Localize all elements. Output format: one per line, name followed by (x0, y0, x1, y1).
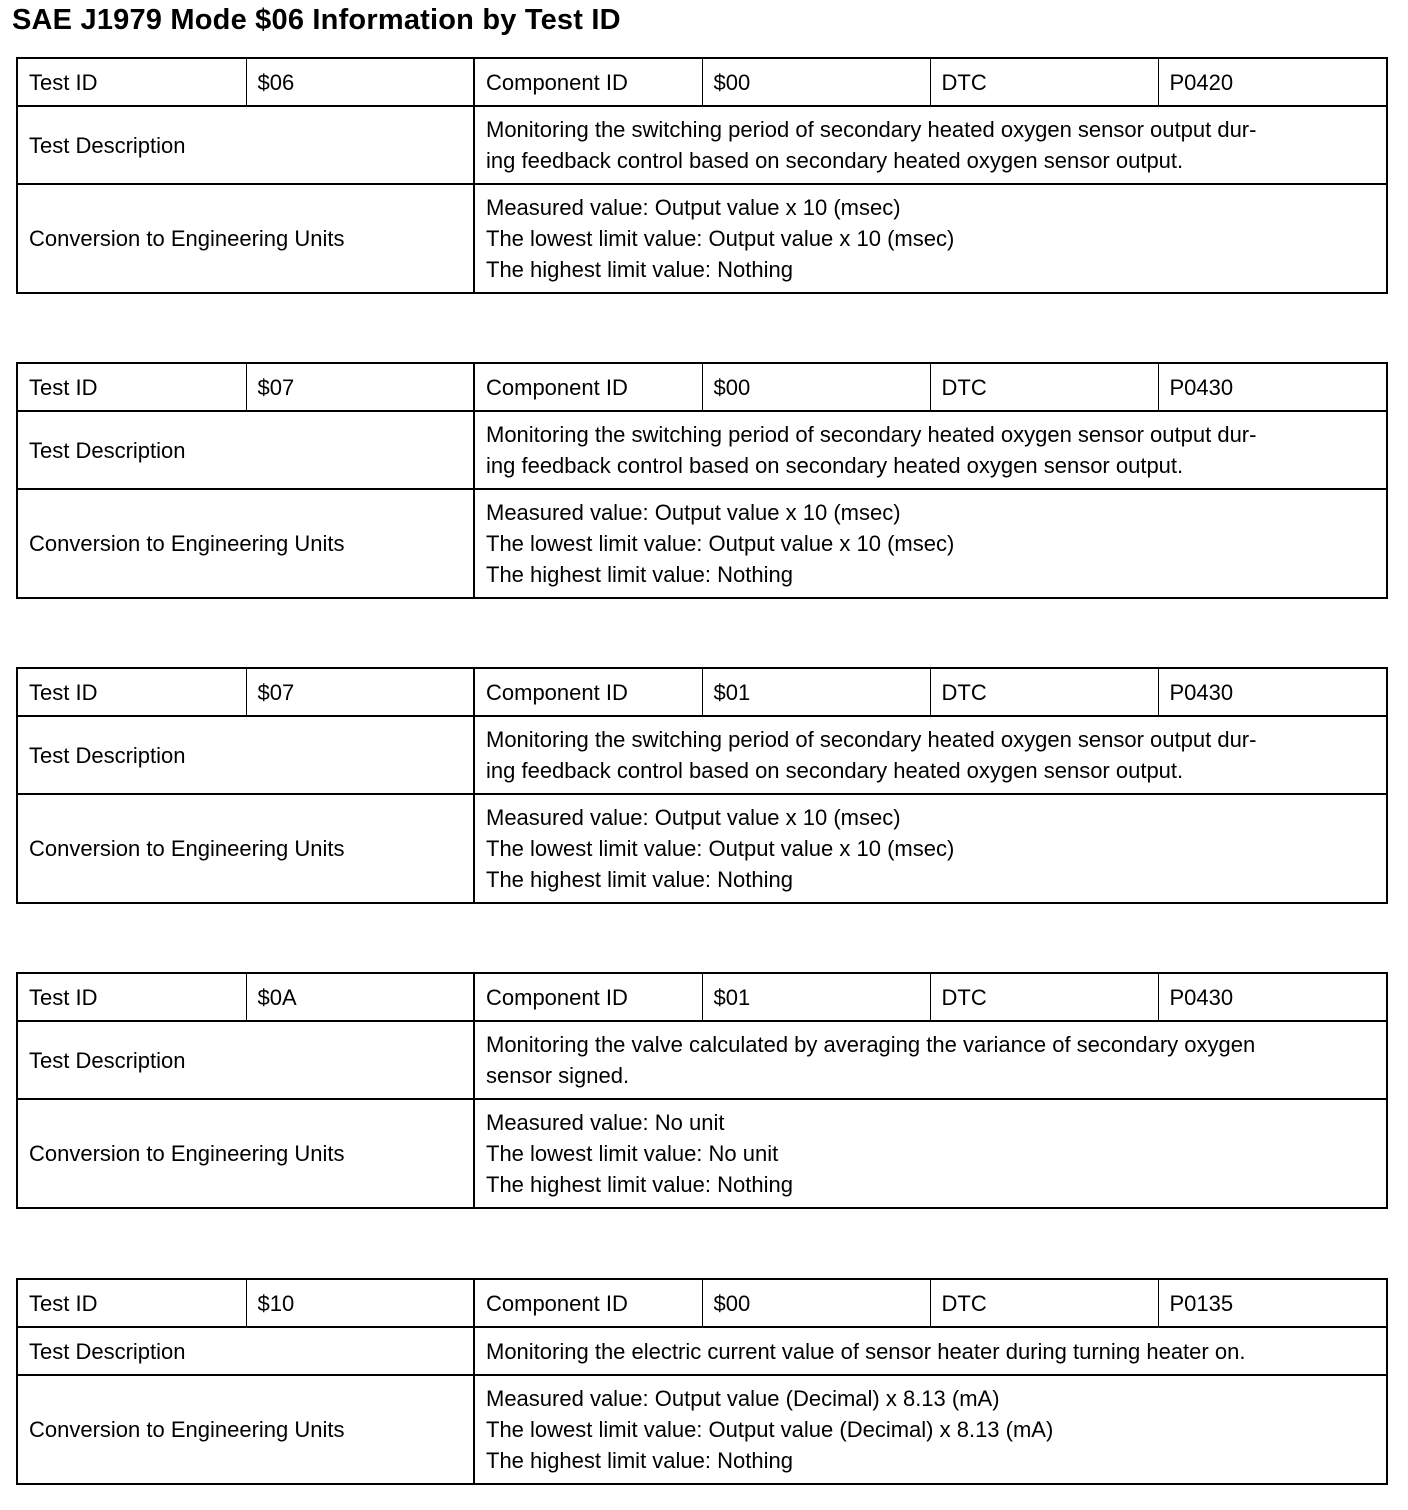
component-id-value: $00 (702, 363, 930, 411)
test-id-table (16, 57, 1388, 294)
description-line: Monitoring the switching period of secondary heated oxygen sensor output dur- (486, 422, 1257, 447)
test-id-value: $07 (246, 363, 474, 411)
description-line: Monitoring the valve calculated by averaging the variance of secondary oxygen (486, 1032, 1256, 1057)
dtc-label: DTC (930, 58, 1158, 106)
test-description-label: Test Description (17, 716, 474, 794)
component-id-value: $00 (702, 58, 930, 106)
test-description-label: Test Description (17, 106, 474, 184)
header-row (17, 58, 1387, 106)
test-description-value (474, 1327, 1387, 1375)
description-line: Monitoring the switching period of secondary heated oxygen sensor output dur- (486, 727, 1257, 752)
test-id-label: Test ID (17, 668, 246, 716)
conversion-value (474, 794, 1387, 903)
test-id-value: $07 (246, 668, 474, 716)
dtc-value: P0430 (1158, 973, 1387, 1021)
conversion-row (17, 1099, 1387, 1208)
component-id-value: $01 (702, 668, 930, 716)
conversion-label: Conversion to Engineering Units (17, 1375, 474, 1484)
description-line: sensor signed. (486, 1063, 630, 1088)
component-id-label: Component ID (474, 1279, 702, 1327)
conversion-line: The lowest limit value: Output value (Decimal) x 8.13 (mA) (486, 1417, 1054, 1442)
test-description-label: Test Description (17, 1327, 474, 1375)
test-description-value (474, 411, 1387, 489)
conversion-line: The highest limit value: Nothing (486, 1172, 793, 1197)
header-row (17, 363, 1387, 411)
conversion-label: Conversion to Engineering Units (17, 489, 474, 598)
conversion-row (17, 489, 1387, 598)
test-description-value (474, 716, 1387, 794)
conversion-value (474, 1099, 1387, 1208)
description-row (17, 106, 1387, 184)
conversion-line: The highest limit value: Nothing (486, 562, 793, 587)
conversion-line: The highest limit value: Nothing (486, 1448, 793, 1473)
dtc-label: DTC (930, 973, 1158, 1021)
conversion-line: Measured value: Output value (Decimal) x 8.13 (mA) (486, 1386, 1000, 1411)
dtc-value: P0430 (1158, 668, 1387, 716)
test-id-label: Test ID (17, 58, 246, 106)
header-row (17, 668, 1387, 716)
test-id-value: $0A (246, 973, 474, 1021)
test-id-value: $10 (246, 1279, 474, 1327)
conversion-line: Measured value: Output value x 10 (msec) (486, 195, 901, 220)
conversion-value (474, 1375, 1387, 1484)
test-id-table (16, 972, 1388, 1209)
dtc-label: DTC (930, 668, 1158, 716)
page-title: SAE J1979 Mode $06 Information by Test ID (12, 4, 621, 36)
description-line: ing feedback control based on secondary heated oxygen sensor output. (486, 758, 1184, 783)
component-id-value: $00 (702, 1279, 930, 1327)
component-id-label: Component ID (474, 363, 702, 411)
test-id-value: $06 (246, 58, 474, 106)
description-line: Monitoring the electric current value of sensor heater during turning heater on. (486, 1338, 1246, 1364)
conversion-line: Measured value: Output value x 10 (msec) (486, 805, 901, 830)
description-row (17, 411, 1387, 489)
description-line: ing feedback control based on secondary heated oxygen sensor output. (486, 453, 1184, 478)
conversion-line: The lowest limit value: Output value x 10 (msec) (486, 531, 955, 556)
test-id-table (16, 362, 1388, 599)
component-id-label: Component ID (474, 973, 702, 1021)
dtc-value: P0135 (1158, 1279, 1387, 1327)
conversion-row (17, 794, 1387, 903)
description-line: ing feedback control based on secondary heated oxygen sensor output. (486, 148, 1184, 173)
conversion-value (474, 184, 1387, 293)
dtc-value: P0420 (1158, 58, 1387, 106)
conversion-row (17, 1375, 1387, 1484)
test-description-value (474, 1021, 1387, 1099)
description-row (17, 716, 1387, 794)
conversion-line: The highest limit value: Nothing (486, 867, 793, 892)
conversion-label: Conversion to Engineering Units (17, 794, 474, 903)
description-row (17, 1327, 1387, 1375)
test-description-label: Test Description (17, 411, 474, 489)
conversion-line: The lowest limit value: Output value x 10 (msec) (486, 836, 955, 861)
conversion-line: Measured value: No unit (486, 1110, 725, 1135)
conversion-row (17, 184, 1387, 293)
test-id-label: Test ID (17, 1279, 246, 1327)
conversion-line: The highest limit value: Nothing (486, 257, 793, 282)
test-id-label: Test ID (17, 973, 246, 1021)
component-id-label: Component ID (474, 58, 702, 106)
conversion-label: Conversion to Engineering Units (17, 1099, 474, 1208)
conversion-label: Conversion to Engineering Units (17, 184, 474, 293)
dtc-label: DTC (930, 363, 1158, 411)
test-description-value (474, 106, 1387, 184)
conversion-line: Measured value: Output value x 10 (msec) (486, 500, 901, 525)
test-id-label: Test ID (17, 363, 246, 411)
test-description-label: Test Description (17, 1021, 474, 1099)
conversion-line: The lowest limit value: Output value x 10 (msec) (486, 226, 955, 251)
conversion-value (474, 489, 1387, 598)
dtc-label: DTC (930, 1279, 1158, 1327)
component-id-value: $01 (702, 973, 930, 1021)
description-row (17, 1021, 1387, 1099)
description-line: Monitoring the switching period of secondary heated oxygen sensor output dur- (486, 117, 1257, 142)
header-row (17, 973, 1387, 1021)
component-id-label: Component ID (474, 668, 702, 716)
conversion-line: The lowest limit value: No unit (486, 1141, 779, 1166)
dtc-value: P0430 (1158, 363, 1387, 411)
test-id-table (16, 1278, 1388, 1485)
test-id-table (16, 667, 1388, 904)
header-row (17, 1279, 1387, 1327)
